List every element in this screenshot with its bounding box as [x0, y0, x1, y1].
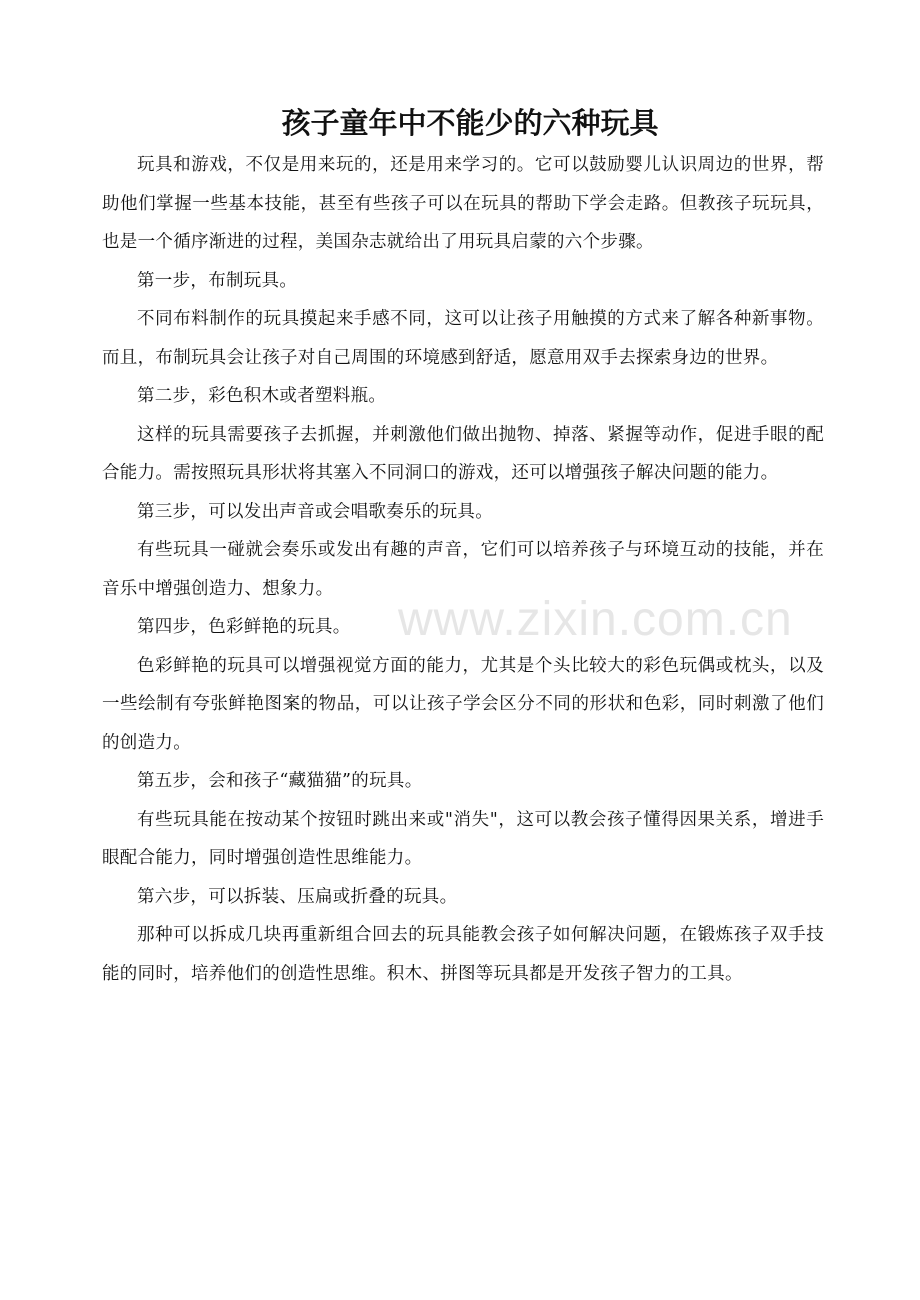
- step-2-body: 这样的玩具需要孩子去抓握，并刺激他们做出抛物、掉落、紧握等动作，促进手眼的配合能力。需按照玩具形状将其塞入不同洞口的游戏，还可以增强孩子解决问题的能力。: [102, 424, 824, 483]
- step-6-heading: 第六步，可以拆装、压扁或折叠的玩具。: [137, 886, 458, 907]
- step-2-heading: 第二步，彩色积木或者塑料瓶。: [137, 386, 387, 406]
- step-3-body: 有些玩具一碰就会奏乐或发出有趣的声音，它们可以培养孩子与环境互动的技能，并在音乐中增强创造力、想象力。: [102, 540, 824, 599]
- watermark: www.zixin.com.cn: [398, 593, 793, 646]
- step-4-body: 色彩鲜艳的玩具可以增强视觉方面的能力，尤其是个头比较大的彩色玩偶或枕头，以及一些绘制有夸张鲜艳图案的物品，可以让孩子学会区分不同的形状和色彩，同时刺激了他们的创造力。: [102, 655, 824, 753]
- step-1-heading: 第一步，布制玩具。: [137, 270, 298, 291]
- intro-paragraph: 玩具和游戏，不仅是用来玩的，还是用来学习的。它可以鼓励婴儿认识周边的世界，帮助他们掌握一些基本技能，甚至有些孩子可以在玩具的帮助下学会走路。但教孩子玩玩具，也是一个循序渐进的过程，美国杂志就给出了用玩具启蒙的六个步骤。: [102, 155, 824, 252]
- step-3-heading: 第三步，可以发出声音或会唱歌奏乐的玩具。: [137, 501, 493, 522]
- document-content: [102, 100, 824, 993]
- step-1-body: 不同布料制作的玩具摸起来手感不同，这可以让孩子用触摸的方式来了解各种新事物。而且，布制玩具会让孩子对自己周围的环境感到舒适，愿意用双手去探索身边的世界。: [102, 309, 824, 368]
- step-5-heading: 第五步，会和孩子“藏猫猫”的玩具。: [137, 771, 423, 791]
- step-4-heading: 第四步，色彩鲜艳的玩具。: [137, 617, 351, 637]
- step-5-body: 有些玩具能在按动某个按钮时跳出来或"消失"，这可以教会孩子懂得因果关系，增进手眼配合能力，同时增强创造性思维能力。: [102, 809, 824, 868]
- step-6-body: 那种可以拆成几块再重新组合回去的玩具能教会孩子如何解决问题，在锻炼孩子双手技能的同时，培养他们的创造性思维。积木、拼图等玩具都是开发孩子智力的工具。: [102, 925, 824, 984]
- document-title: 孩子童年中不能少的六种玩具: [281, 106, 659, 140]
